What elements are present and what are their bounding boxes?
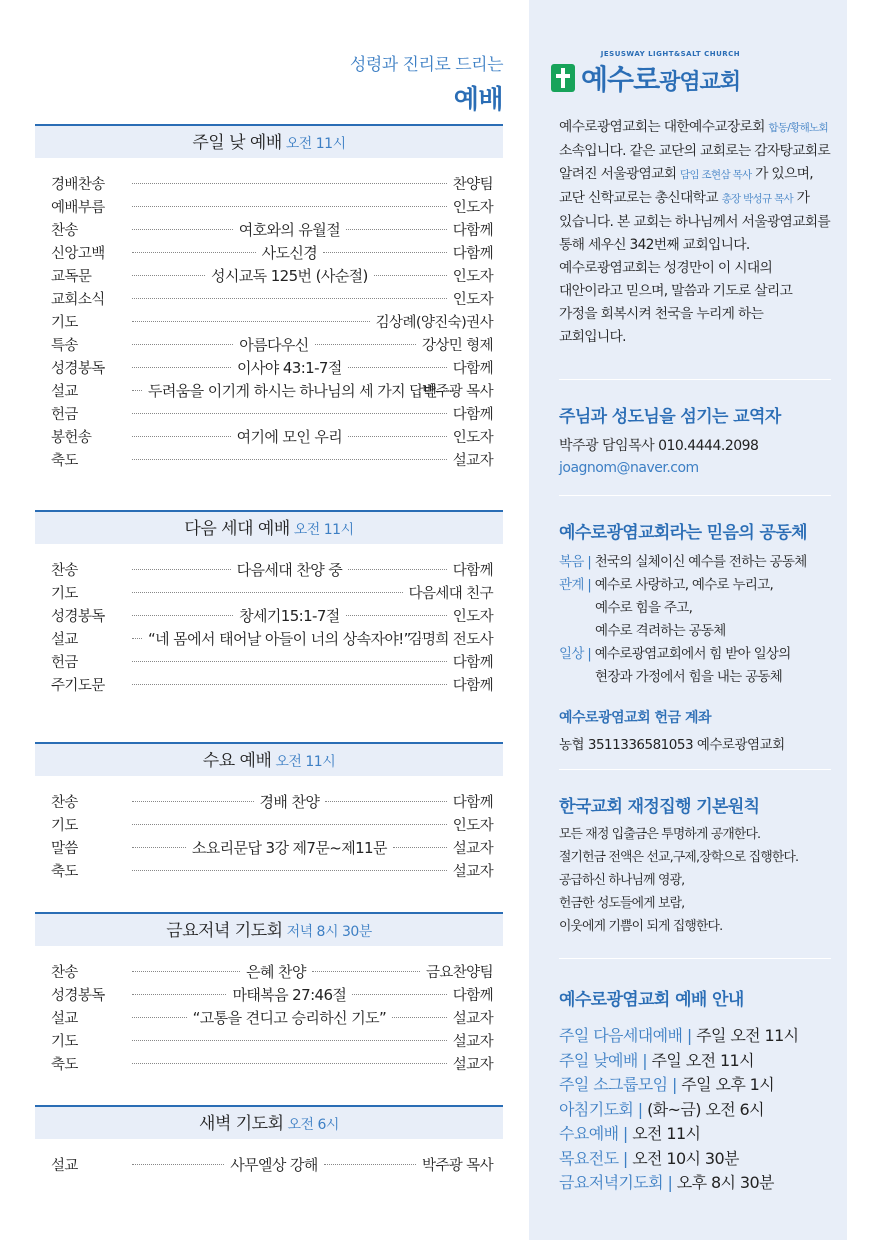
order-leader: 다함께: [452, 795, 493, 811]
church-logo: [551, 50, 831, 98]
order-row: [51, 448, 493, 471]
order-label: 주기도문: [51, 678, 105, 694]
order-row: [51, 650, 493, 673]
worship-order-column: [35, 0, 503, 1240]
schedule-item: 주일 소그룹모임 | 주일 오후 1시: [559, 1075, 775, 1094]
schedule-item: 주일 다음세대예배 | 주일 오전 11시: [559, 1026, 799, 1045]
order-row: [51, 379, 493, 402]
order-row: [51, 218, 493, 241]
finance-line: 이웃에게 기쁨이 되게 집행한다.: [559, 919, 723, 934]
worship-section: [35, 1105, 503, 1176]
schedule-title: 예수로광염교회 예배 안내: [559, 990, 744, 1010]
order-label: 헌금: [51, 655, 78, 671]
order-leader: 강상민 형제: [421, 338, 493, 354]
order-leader: 인도자: [452, 292, 493, 308]
order-row: [51, 627, 493, 650]
section-time: 오전 6시: [287, 1117, 339, 1133]
worship-section: [35, 912, 503, 1075]
community-section: [559, 495, 831, 753]
section-time: 저녁 8시 30분: [286, 924, 372, 940]
order-label: 예배부름: [51, 200, 105, 216]
order-label: 찬송: [51, 223, 78, 239]
order-description: 소요리문답 3강 제7문~제11문: [191, 839, 387, 857]
schedule-item: 수요예배 | 오전 11시: [559, 1124, 701, 1143]
order-label: 축도: [51, 453, 78, 469]
finance-title: 한국교회 재정집행 기본원칙: [559, 797, 760, 817]
order-label: 성경봉독: [51, 609, 105, 625]
order-leader: 박주광 목사: [421, 384, 493, 400]
section-header: [35, 742, 503, 776]
order-label: 설교: [51, 384, 78, 400]
section-header: [35, 124, 503, 158]
order-leader: 설교자: [452, 1011, 493, 1027]
order-leader: 다함께: [452, 407, 493, 423]
order-label: 축도: [51, 1057, 78, 1073]
order-label: 특송: [51, 338, 78, 354]
order-row: [51, 310, 493, 333]
community-list: 복음 | 천국의 실체이신 예수를 전하는 공동체 관계 | 예수로 사랑하고, 예수로 누리고, 예수로 힘을 주고, 예수로 격려하는 공동체 일상 | 예수로광염교회에서 힘 받아 일상의 현장과 가정에서 힘을 내는 공동체: [559, 554, 807, 685]
order-row: [51, 402, 493, 425]
order-row: [51, 983, 493, 1006]
section-body: [35, 946, 503, 1075]
order-row: [51, 836, 493, 859]
order-row: [51, 425, 493, 448]
order-row: [51, 581, 493, 604]
order-label: 신앙고백: [51, 246, 105, 262]
order-leader: 다함께: [452, 361, 493, 377]
section-header: [35, 1105, 503, 1139]
order-leader: 인도자: [452, 269, 493, 285]
order-label: 찬송: [51, 563, 78, 579]
order-label: 기도: [51, 315, 78, 331]
order-label: 찬송: [51, 965, 78, 981]
order-description: 아름다우신: [239, 336, 309, 354]
order-label: 설교: [51, 1011, 78, 1027]
order-row: [51, 604, 493, 627]
order-leader: 김상례(양진숙)권사: [375, 315, 493, 331]
order-label: 설교: [51, 632, 78, 648]
ministry-email[interactable]: joagnom@naver.com: [559, 460, 699, 476]
order-label: 기도: [51, 586, 78, 602]
order-label: 교회소식: [51, 292, 105, 308]
order-description: 사도신경: [261, 244, 318, 262]
hero: [35, 0, 503, 116]
order-row: [51, 356, 493, 379]
section-body: [35, 544, 503, 696]
hero-title: 예배: [453, 85, 503, 115]
schedule-item: 목요전도 | 오전 10시 30분: [559, 1148, 739, 1168]
order-description: 여기에 모인 우리: [236, 428, 343, 446]
order-leader: 다함께: [452, 223, 493, 239]
order-row: [51, 1153, 493, 1176]
schedule-list: [559, 1024, 831, 1196]
order-description: 다음세대 찬양 중: [236, 561, 343, 579]
order-label: 교독문: [51, 269, 92, 285]
order-label: 말씀: [51, 841, 78, 857]
order-description: 성시교독 125번 (사순절): [210, 267, 368, 285]
order-leader: 다함께: [452, 563, 493, 579]
account-title: 예수로광염교회 헌금 계좌: [559, 710, 712, 726]
order-description: 사무엘상 강해: [230, 1156, 318, 1174]
order-label: 봉헌송: [51, 430, 92, 446]
order-row: [51, 859, 493, 882]
order-row: [51, 1006, 493, 1029]
church-intro: 예수로광염교회는 대한예수교장로회 합동/황해노회 소속입니다. 같은 교단의 교회로는 감자탕교회로 알려진 서울광염교회 담임 조현삼 목사 가 있으며, 교단 신학교로는 총신대학교 총장 박성규 목사 가 있습니다. 본 교회는 하나님께서 서울광염교회를 통해 세우신 342번째 교회입니다. 예수로광염교회는 성경만이 이 시대의 대안이라고 믿으며, 말씀과 기도로 살리고 가정을 회복시켜 천국을 누리게 하는 교회입니다.: [559, 119, 830, 345]
order-description: “네 몸에서 태어날 아들이 너의 상속자야!”: [148, 630, 411, 648]
section-header: [35, 912, 503, 946]
worship-section: [35, 510, 503, 696]
logo-text: 예수로광염교회 JESUSWAY LIGHT&SALT CHURCH: [581, 50, 741, 96]
community-title: 예수로광염교회라는 믿음의 공동체: [559, 523, 807, 543]
order-leader: 김명희 전도사: [408, 632, 493, 648]
account-number: 농협 3511336581053 예수로광염교회: [559, 737, 785, 753]
order-row: [51, 195, 493, 218]
section-time: 오전 11시: [285, 136, 346, 152]
finance-line: 공급하신 하나님께 영광,: [559, 873, 685, 888]
order-leader: 다함께: [452, 988, 493, 1004]
finance-lines: [559, 823, 831, 938]
order-description: “고통을 견디고 승리하신 기도”: [192, 1009, 387, 1027]
order-leader: 설교자: [452, 1057, 493, 1073]
section-header: [35, 510, 503, 544]
order-row: [51, 287, 493, 310]
schedule-item: 주일 낮예배 | 주일 오전 11시: [559, 1050, 754, 1070]
section-time: 오전 11시: [293, 522, 354, 538]
order-leader: 다함께: [452, 246, 493, 262]
order-row: [51, 1052, 493, 1075]
section-title: 금요저녁 기도회: [166, 921, 283, 941]
section-body: [35, 1139, 503, 1176]
finance-line: 헌금한 성도들에게 보람,: [559, 896, 685, 911]
order-description: 창세기15:1-7절: [239, 607, 340, 625]
finance-section: [559, 769, 831, 938]
order-row: [51, 333, 493, 356]
order-label: 성경봉독: [51, 988, 105, 1004]
order-label: 축도: [51, 864, 78, 880]
order-leader: 인도자: [452, 430, 493, 446]
order-leader: 금요찬양팀: [425, 965, 493, 981]
order-row: [51, 558, 493, 581]
order-leader: 다음세대 친구: [408, 586, 493, 602]
cross-icon: [551, 64, 575, 92]
order-row: [51, 241, 493, 264]
section-title: 다음 세대 예배: [184, 519, 290, 539]
order-label: 경배찬송: [51, 177, 105, 193]
order-description: 여호와의 유월절: [238, 221, 341, 239]
order-label: 성경봉독: [51, 361, 105, 377]
section-body: [35, 776, 503, 882]
section-title: 주일 낮 예배: [192, 133, 282, 153]
order-row: [51, 960, 493, 983]
order-label: 헌금: [51, 407, 78, 423]
order-label: 설교: [51, 1158, 78, 1174]
order-row: [51, 790, 493, 813]
order-description: 마태복음 27:46절: [232, 986, 347, 1004]
order-leader: 설교자: [452, 841, 493, 857]
order-description: 이사야 43:1-7절: [237, 359, 342, 377]
hero-subtitle: 성령과 진리로 드리는: [349, 55, 503, 75]
section-time: 오전 11시: [275, 754, 336, 770]
section-body: [35, 158, 503, 471]
ministry-contact: 박주광 담임목사 010.4444.2098 joagnom@naver.com: [559, 435, 831, 479]
section-title: 수요 예배: [202, 751, 272, 771]
logo-english: JESUSWAY LIGHT&SALT CHURCH: [600, 50, 741, 58]
order-row: [51, 264, 493, 287]
section-title: 새벽 기도회: [199, 1114, 284, 1134]
order-row: [51, 673, 493, 696]
info-sidebar: [529, 0, 847, 1240]
ministry-title: 주님과 성도님을 섬기는 교역자: [559, 407, 781, 427]
worship-section: [35, 124, 503, 471]
finance-line: 절기헌금 전액은 선교,구제,장학으로 집행한다.: [559, 850, 799, 865]
order-label: 기도: [51, 1034, 78, 1050]
ministry-section: [559, 379, 831, 479]
schedule-item: 아침기도회 | (화~금) 오전 6시: [559, 1099, 764, 1119]
order-description: 은혜 찬양: [246, 963, 306, 981]
order-row: [51, 172, 493, 195]
schedule-section: [559, 958, 831, 1196]
schedule-item: 금요저녁기도회 | 오후 8시 30분: [559, 1173, 774, 1192]
finance-line: 모든 재정 입출금은 투명하게 공개한다.: [559, 827, 761, 842]
order-leader: 찬양팀: [452, 177, 493, 193]
order-leader: 인도자: [452, 609, 493, 625]
order-leader: 인도자: [452, 818, 493, 834]
order-description: 두려움을 이기게 하시는 하나님의 세 가지 답변: [148, 382, 437, 400]
order-leader: 인도자: [452, 200, 493, 216]
order-leader: 설교자: [452, 1034, 493, 1050]
order-label: 찬송: [51, 795, 78, 811]
order-row: [51, 1029, 493, 1052]
order-leader: 박주광 목사: [421, 1158, 493, 1174]
order-leader: 설교자: [452, 864, 493, 880]
order-leader: 설교자: [452, 453, 493, 469]
order-leader: 다함께: [452, 655, 493, 671]
order-row: [51, 813, 493, 836]
order-description: 경배 찬양: [259, 793, 320, 811]
worship-section: [35, 742, 503, 882]
order-leader: 다함께: [452, 678, 493, 694]
order-label: 기도: [51, 818, 78, 834]
